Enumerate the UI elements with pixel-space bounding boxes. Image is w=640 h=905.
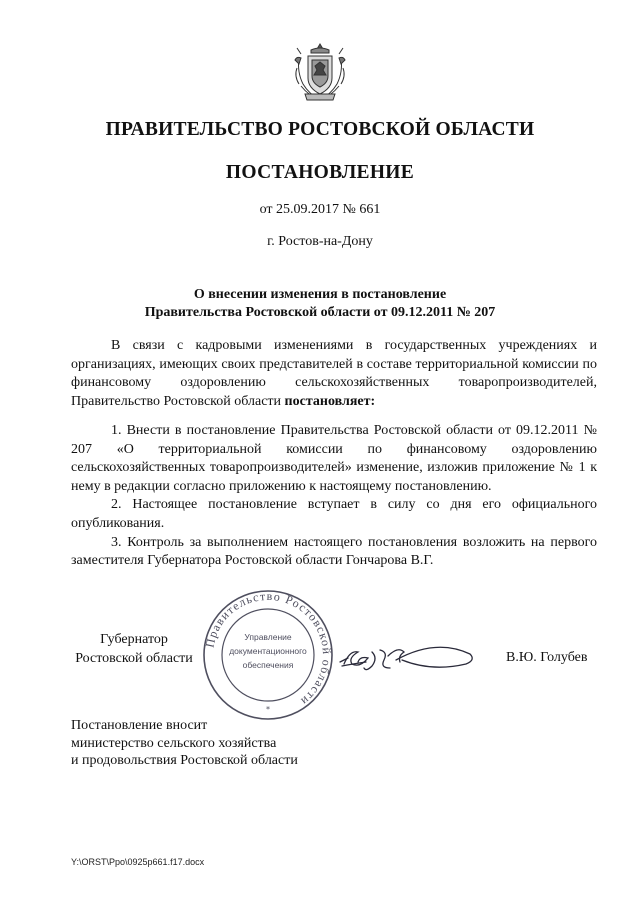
subject-line-1: О внесении изменения в постановление (193, 287, 447, 302)
preamble-text: В связи с кадровыми изменениями в государственных учреждениях и организациях, имеющих своих представителей в составе территориальной комиссии по финансовому оздоровлению сельскохозяйственных товаропроизводителей, Правительство Ростовской области (71, 338, 597, 409)
signatory-name: В.Ю. Голубев (506, 650, 588, 665)
document-type-title: ПОСТАНОВЛЕНИЕ (225, 162, 415, 183)
handwritten-signature (336, 632, 481, 678)
seal-outer-text: Правительство Ростовской области (202, 588, 335, 709)
official-seal (201, 588, 335, 722)
preamble-paragraph (71, 337, 597, 411)
signatory-title-line-1: Губернатор (100, 632, 168, 647)
submitted-by-line-3: и продовольствия Ростовской области (71, 753, 298, 768)
seal-star-icon: * (266, 705, 270, 714)
coat-of-arms-icon (291, 40, 349, 106)
resolution-item-3: 3. Контроль за выполнением настоящего постановления возложить на первого заместителя Губернатора Ростовской области Гончарова В.Г. (71, 534, 597, 569)
subject-line-2: Правительства Ростовской области от 09.12.2011 № 207 (144, 305, 496, 320)
seal-inner-line-1: Управление (244, 632, 292, 642)
resolution-items (71, 422, 597, 571)
preamble-bold: постановляет: (284, 393, 376, 409)
document-subject (0, 286, 640, 322)
submitted-by-line-2: министерство сельского хозяйства (71, 735, 277, 751)
document-number: от 25.09.2017 № 661 (259, 202, 381, 217)
submitted-by (71, 717, 298, 770)
signatory-title (71, 631, 197, 668)
seal-inner-line-3: обеспечения (242, 660, 294, 670)
seal-inner-line-2: документационного (229, 646, 307, 656)
signatory-title-line-2: Ростовской области (75, 650, 193, 666)
submitted-by-line-1: Постановление вносит (71, 718, 208, 733)
preamble (71, 337, 597, 411)
resolution-item-1: 1. Внести в постановление Правительства Ростовской области от 09.12.2011 № 207 «О территориальной комиссии по финансовому оздоровлению сельскохозяйственных товаропроизводителей» изменение, изложив приложение № 1 к нему в редакции согласно приложению к настоящему постановлению. (71, 423, 597, 494)
resolution-item-2: 2. Настоящее постановление вступает в силу со дня его официального опубликования. (71, 497, 597, 531)
document-city: г. Ростов-на-Дону (267, 234, 373, 249)
organization-title: ПРАВИТЕЛЬСТВО РОСТОВСКОЙ ОБЛАСТИ (105, 119, 535, 140)
file-path: Y:\ORST\Ppo\0925p661.f17.docx (71, 857, 205, 867)
